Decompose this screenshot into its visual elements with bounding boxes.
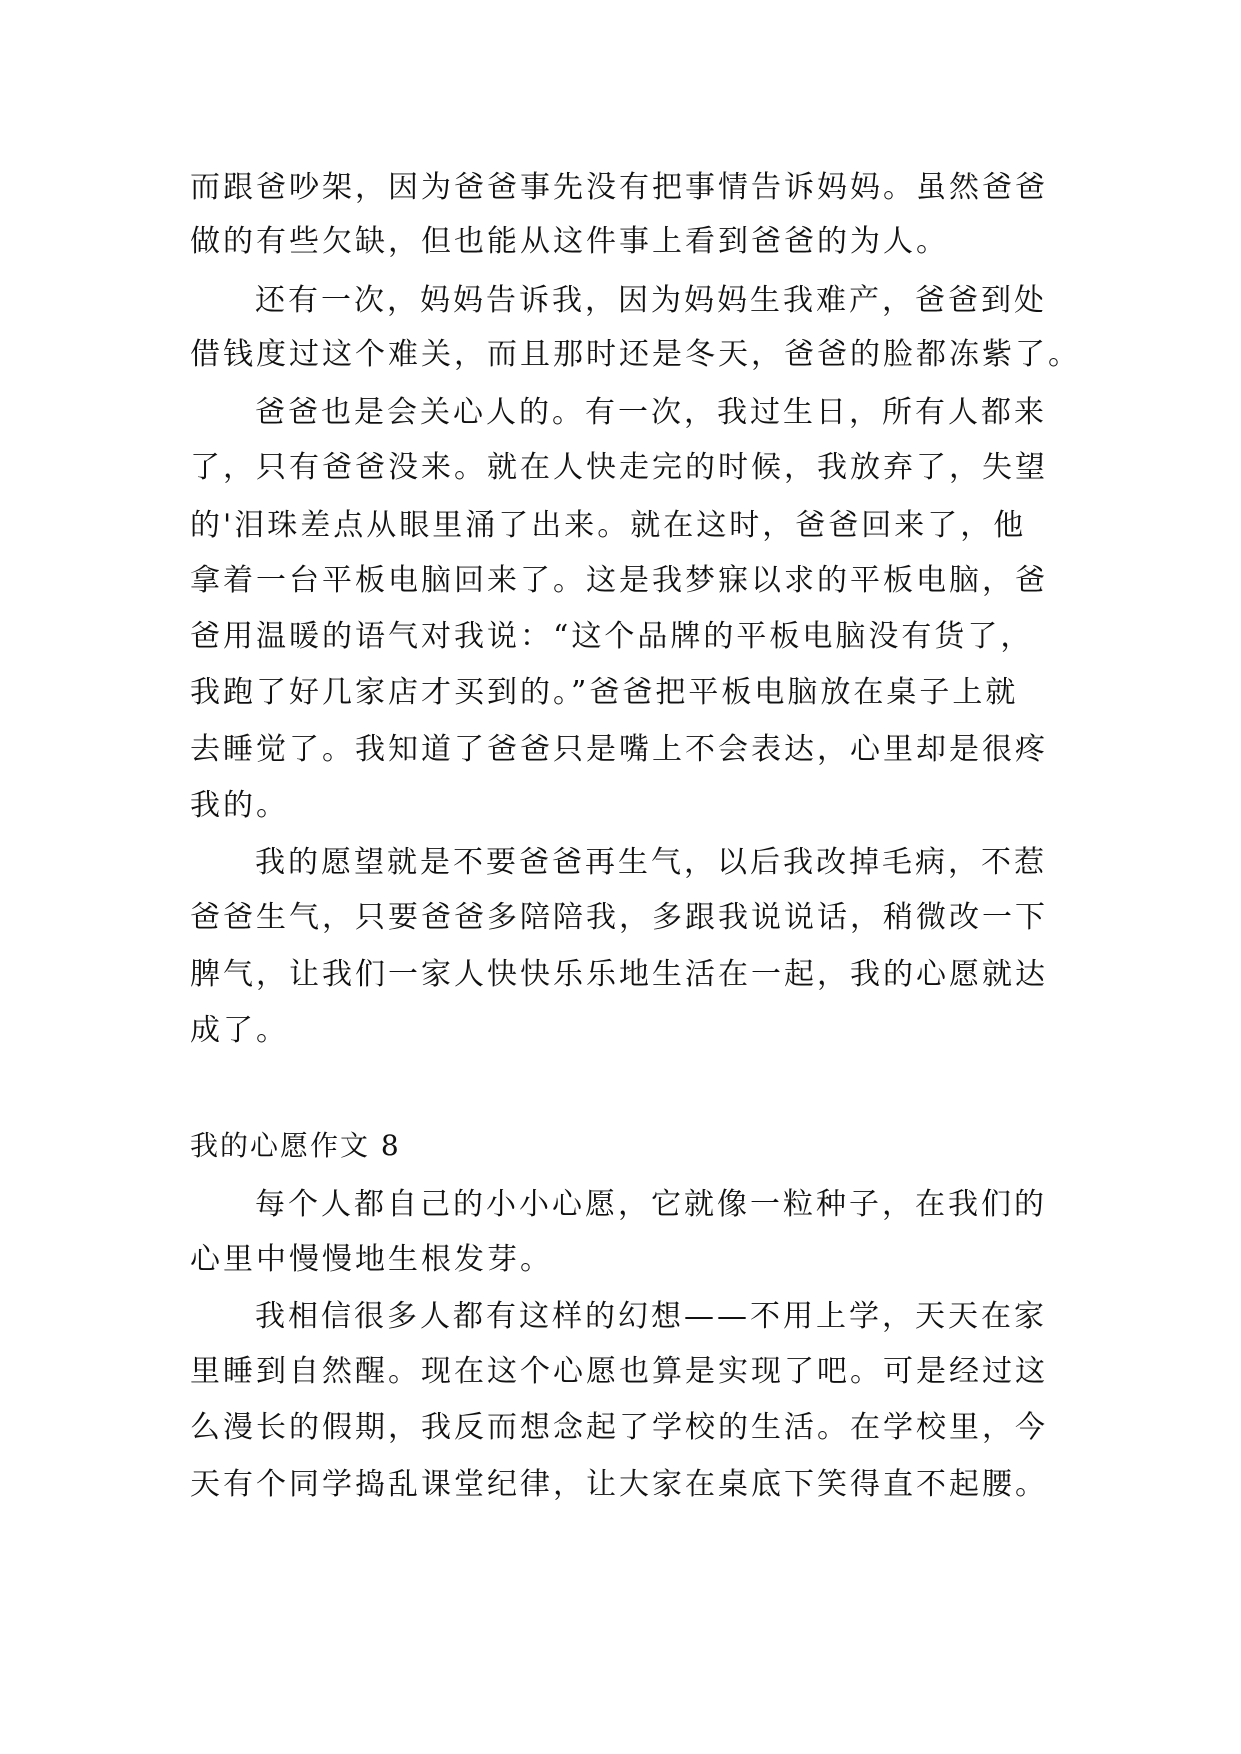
paragraph-line: 我相信很多人都有这样的幻想——不用上学，天天在家 bbox=[255, 1299, 1047, 1334]
paragraph-line: 每个人都自己的小小心愿，它就像一粒种子，在我们的 bbox=[255, 1187, 1047, 1222]
paragraph-line: 天有个同学捣乱课堂纪律，让大家在桌底下笑得直不起腰。 bbox=[190, 1467, 1048, 1502]
paragraph-line: 了，只有爸爸没来。就在人快走完的时候，我放弃了，失望 bbox=[190, 450, 1048, 485]
paragraph-line: 么漫长的假期，我反而想念起了学校的生活。在学校里，今 bbox=[190, 1410, 1048, 1445]
section-title: 我的心愿作文 8 bbox=[190, 1129, 401, 1162]
paragraph-line: 的'泪珠差点从眼里涌了出来。就在这时，爸爸回来了，他 bbox=[190, 508, 1027, 543]
paragraph-line: 拿着一台平板电脑回来了。这是我梦寐以求的平板电脑，爸 bbox=[190, 563, 1048, 598]
paragraph-line: 我的愿望就是不要爸爸再生气，以后我改掉毛病，不惹 bbox=[255, 845, 1047, 880]
paragraph-line: 借钱度过这个难关，而且那时还是冬天，爸爸的脸都冻紫了。 bbox=[190, 337, 1081, 372]
paragraph-line: 还有一次，妈妈告诉我，因为妈妈生我难产，爸爸到处 bbox=[255, 283, 1047, 318]
paragraph-line: 做的有些欠缺，但也能从这件事上看到爸爸的为人。 bbox=[190, 224, 949, 259]
paragraph-line: 成了。 bbox=[190, 1013, 289, 1048]
paragraph-line: 我的。 bbox=[190, 788, 289, 823]
paragraph-line: 去睡觉了。我知道了爸爸只是嘴上不会表达，心里却是很疼 bbox=[190, 732, 1048, 767]
paragraph-line: 脾气，让我们一家人快快乐乐地生活在一起，我的心愿就达 bbox=[190, 957, 1048, 992]
paragraph-line: 爸爸生气，只要爸爸多陪陪我，多跟我说说话，稍微改一下 bbox=[190, 900, 1048, 935]
paragraph-line: 爸爸也是会关心人的。有一次，我过生日，所有人都来 bbox=[255, 395, 1047, 430]
paragraph-line: 而跟爸吵架，因为爸爸事先没有把事情告诉妈妈。虽然爸爸 bbox=[190, 170, 1048, 205]
paragraph-line: 里睡到自然醒。现在这个心愿也算是实现了吧。可是经过这 bbox=[190, 1354, 1048, 1389]
paragraph-line: 心里中慢慢地生根发芽。 bbox=[190, 1242, 553, 1277]
paragraph-line: 爸用温暖的语气对我说：“这个品牌的平板电脑没有货了， bbox=[190, 619, 1034, 654]
paragraph-line: 我跑了好几家店才买到的。”爸爸把平板电脑放在桌子上就 bbox=[190, 675, 1019, 710]
